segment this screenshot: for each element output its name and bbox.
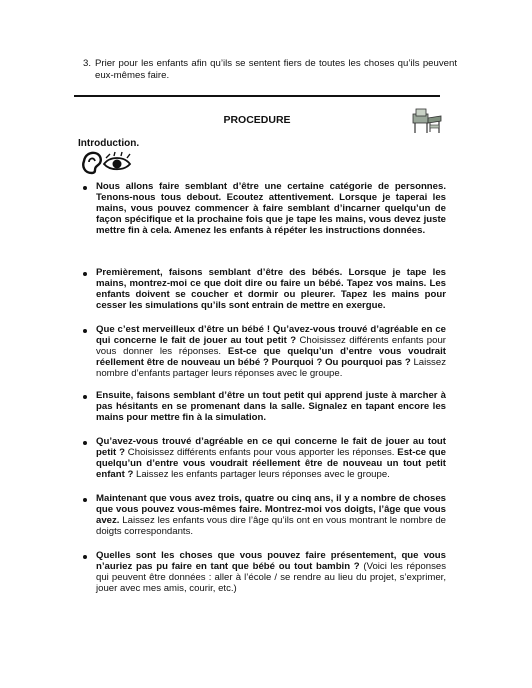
bullet-plain-text: Laissez nombre d’enfants partager leurs réponses avec le groupe. [96,357,446,379]
bullet-plain-text: Choisissez différents enfants pour vous apporter les réponses. [124,447,398,458]
bullet-bold-text: Maintenant que vous avez trois, quatre ou cinq ans, il y a nombre de choses que vous pouvez vous-mêmes faire. Montrez-moi vos doigts, l’âge que vous avez. [96,493,446,526]
bullet-bold-text: Quelles sont les choses que vous pouvez faire présentement, que vous n’auriez pas pu faire en tant que bébé ou tout bambin ? [96,550,446,572]
eye-icon [104,152,130,169]
bullet-dot [83,498,87,502]
ear-eye-icons [78,150,134,176]
bullet-dot [83,186,87,190]
bullet-dot [83,441,87,445]
bullet-dot [83,555,87,559]
item-text: Prier pour les enfants afin qu’ils se sentent fiers de toutes les choses qu’ils peuvent eux-mêmes faire. [95,58,457,81]
bullet-plain-text: (Voici les réponses qui peuvent être données : aller à l’école / se rendre au lieu du projet, s’exprimer, jouer avec mes amis, courir, etc.) [96,561,447,594]
bullet-text [96,550,446,594]
bullet-bold-text: Est-ce que quelqu’un d’entre vous voudrait réellement être de nouveau un bébé ? Pourquoi ? Ou pourquoi pas ? [96,346,446,368]
bullet-dot [83,272,87,276]
intro-label: Introduction. [78,138,140,149]
bullet-dot [83,329,87,333]
bullet-dot [83,395,87,399]
bullet-bold-text: Est-ce que quelqu’un d’entre vous voudrait réellement être de nouveau un tout petit enfant ? [96,447,446,480]
bullet-text: Premièrement, faisons semblant d’être des bébés. Lorsque je tape les mains, montrez-moi ce que doit dire ou faire un bébé. Tapez vos mains. Les enfants doivent se coucher et dormir ou pleurer. Tapez les mains pour cesser les simulations qu’ils sont entrain de mettre en exergue. [96,267,446,311]
ear-icon [83,153,100,173]
bullet-text [96,324,446,379]
bullet-text [96,436,446,480]
bullet-plain-text: Choisissez différents enfants pour vous donner les réponses. [96,335,446,357]
bullet-plain-text: Laissez les enfants partager leurs réponses avec le groupe. [133,469,390,480]
section-heading: PROCEDURE [223,114,291,126]
bullet-bold-text: Qu’avez-vous trouvé d’agréable en ce qui concerne le fait de jouer au tout petit ? [96,436,446,458]
bullet-text: Ensuite, faisons semblant d’être un tout petit qui apprend juste à marcher à pas hésitants en se promenant dans la salle. Signalez en tapant encore les mains pour mettre fin à la simulation. [96,390,446,423]
desk-icon [410,107,444,135]
bullet-text: Nous allons faire semblant d’être une certaine catégorie de personnes. Tenons-nous tous debout. Ecoutez attentivement. Lorsque je taperai les mains, vous pouvez commencer à faire semblant d’incarner quelqu’un de façon spécifique et la prochaine fois que je tape les mains, vous devez juste mettre fin à cela. Amenez les enfants à répéter les instructions données. [96,181,446,236]
bullet-bold-text: Que c’est merveilleux d’être un bébé ! Qu’avez-vous trouvé d’agréable en ce qui concerne le fait de jouer au tout petit ? [96,324,446,346]
item-number: 3. [83,58,92,69]
bullet-text [96,493,446,537]
section-divider [74,95,440,97]
bullet-plain-text: Laissez les enfants vous dire l’âge qu’ils ont en vous montrant le nombre de doigts correspondants. [96,515,446,537]
